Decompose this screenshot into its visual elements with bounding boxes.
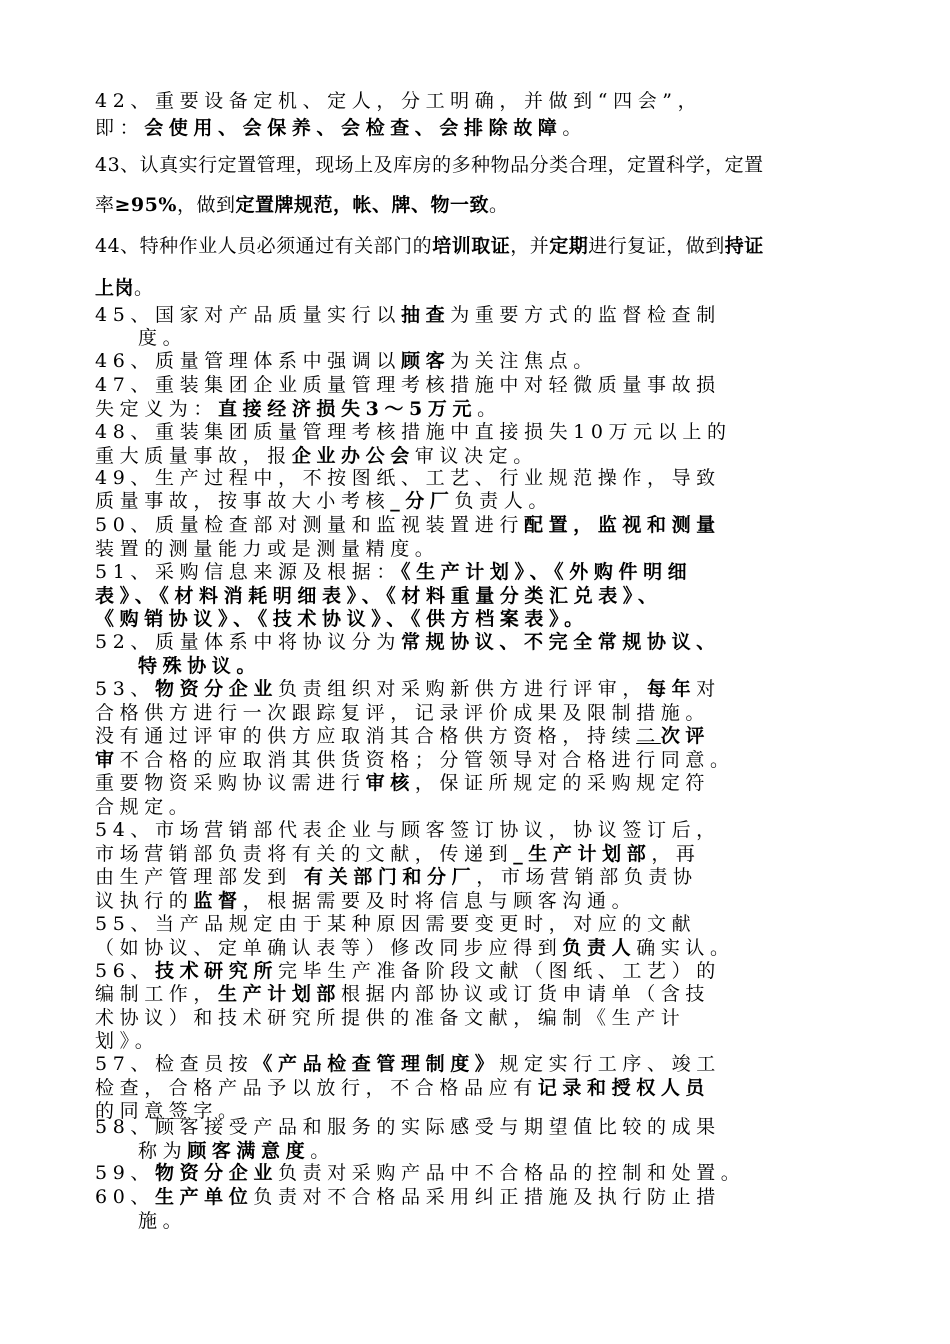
bold-text-run: _生产计划部 (513, 843, 652, 865)
text-line (95, 1009, 685, 1028)
text-run: 45、国家对产品质量实行以 (95, 304, 401, 326)
text-line (95, 469, 721, 488)
bold-text-run: 次评 (660, 725, 711, 747)
bold-text-run: 顾客 (400, 350, 451, 372)
bold-text-run: 生产单位 (154, 1186, 254, 1208)
text-line (95, 633, 721, 652)
text-line (95, 279, 154, 298)
text-line (95, 563, 692, 582)
bold-text-run: 特殊协议。 (138, 655, 262, 677)
bold-text-run: 有关部门和分厂 (291, 866, 477, 888)
bold-text-run: 记录和授权人员 (537, 1077, 711, 1099)
text-run: 负责组织对采购新供方进行评审， (278, 678, 648, 700)
text-run: 。 (477, 398, 502, 420)
bold-text-run: 持证 (724, 235, 764, 257)
bold-text-run: 负责人 (562, 937, 637, 959)
text-line (95, 237, 764, 256)
bold-text-run: 抽查 (400, 304, 451, 326)
text-run: 审议决定。 (414, 445, 538, 467)
text-run: 施。 (138, 1210, 188, 1232)
text-run: ，再 (651, 843, 701, 865)
text-run: 58、顾客接受产品和服务的实际感受与期望值比较的成果 (95, 1116, 721, 1138)
text-run: 49、生产过程中，不按图纸、工艺、行业规范操作，导致 (95, 467, 721, 489)
bold-text-run: 表》、《材料消耗明细表》、《材料重量分类汇兑表》、 (95, 585, 663, 607)
text-run: 57、检查员按 (95, 1053, 254, 1075)
text-line (95, 423, 732, 442)
text-line (95, 196, 508, 215)
text-run: 检查，合格产品予以放行，不合格品应有 (95, 1077, 538, 1099)
text-run: 52、质量体系中将协议分为 (95, 631, 401, 653)
text-line (95, 821, 721, 840)
text-run: 重大质量事故，报 (95, 445, 292, 467)
text-run: 度。 (138, 327, 188, 349)
text-line (95, 798, 193, 817)
text-run: 59、 (95, 1162, 155, 1184)
text-line (95, 1118, 721, 1137)
text-line (138, 1212, 187, 1231)
text-run: 55、当产品规定由于某种原因需要变更时，对应的文献 (95, 913, 697, 935)
text-run: 规定实行工序、竣工 (499, 1053, 721, 1075)
bold-text-run: 物资分企业 (154, 678, 278, 700)
text-run: 42、重要设备定机、定人，分工明确，并做到“四会”， (95, 90, 703, 112)
text-run: 编制工作， (95, 983, 219, 1005)
text-run: 56、 (95, 960, 155, 982)
bold-text-run: 《生产计划》、《外购件明细 (400, 561, 693, 583)
text-run: 。 (488, 194, 509, 216)
text-line (95, 156, 764, 175)
text-run: 54、市场营销部代表企业与顾客签订协议，协议签订后， (95, 819, 721, 841)
text-run: 47、重装集团企业质量管理考核措施中对轻微质量事故损 (95, 374, 721, 396)
bold-text-run: 常规协议、不完全常规协议、 (400, 631, 721, 653)
text-line (95, 492, 553, 511)
text-run: 负责对不合格品采用纠正措施及执行防止措 (253, 1186, 721, 1208)
text-run: 。 (134, 277, 154, 299)
text-line (95, 892, 636, 911)
text-run: 进行复证，做到 (588, 235, 725, 257)
text-line (95, 985, 710, 1004)
bold-text-run: 审核 (365, 772, 415, 794)
text-line (138, 1142, 335, 1161)
text-line (95, 680, 721, 699)
text-run: 率 (95, 194, 115, 216)
text-line (95, 540, 439, 559)
text-run: 由生产管理部发到 (95, 866, 292, 888)
text-run: 。 (562, 117, 588, 139)
text-line (95, 1188, 721, 1207)
text-run: 60、 (95, 1186, 155, 1208)
text-run: 即： (95, 117, 145, 139)
text-line (95, 587, 663, 606)
text-line (95, 376, 721, 395)
bold-text-run: 顾客满意度 (187, 1140, 311, 1162)
bold-text-run: 会使用、会保养、会检查、会排除故障 (144, 117, 563, 139)
text-line (95, 868, 698, 887)
text-run: 负责对采购产品中不合格品的控制和处置。 (278, 1162, 746, 1184)
bold-text-run: 审 (95, 749, 120, 771)
text-run: 负责人。 (454, 490, 553, 512)
text-run: 质量事故，按事故大小考核 (95, 490, 391, 512)
text-run: 完毕生产准备阶段文献（图纸、工艺）的 (278, 960, 721, 982)
bold-text-run: 配置，监视和测量 (523, 514, 721, 536)
text-line (95, 516, 721, 535)
text-run: 53、 (95, 678, 155, 700)
text-run: 划》。 (95, 1030, 160, 1052)
text-line (95, 727, 710, 746)
text-line (95, 704, 710, 723)
text-run: 二 (636, 725, 661, 747)
text-line (95, 774, 710, 793)
text-run: 装置的测量能力或是测量精度。 (95, 538, 440, 560)
text-line (95, 845, 701, 864)
text-line (95, 915, 696, 934)
bold-text-run: _分厂 (390, 490, 455, 512)
text-line (95, 119, 587, 138)
text-line (95, 306, 721, 325)
bold-text-run: 企业办公会 (291, 445, 415, 467)
bold-text-run: 直接经济损失3～5万元 (218, 398, 478, 420)
text-line (95, 939, 735, 958)
text-line (95, 962, 721, 981)
text-run: ，并 (510, 235, 550, 257)
text-line (95, 610, 589, 629)
text-run: 44、特种作业人员必须通过有关部门的 (95, 235, 433, 257)
text-run: 对 (696, 678, 721, 700)
text-line (95, 751, 735, 770)
bold-text-run: 物资分企业 (154, 1162, 278, 1184)
text-run: 46、质量管理体系中强调以 (95, 350, 401, 372)
text-run: 为关注焦点。 (450, 350, 598, 372)
text-run: 没有通过评审的供方应取消其合格供方资格，持续 (95, 725, 637, 747)
text-run: 议执行的 (95, 890, 194, 912)
text-line (95, 400, 502, 419)
bold-text-run: 每年 (647, 678, 697, 700)
text-run: 。 (310, 1140, 335, 1162)
text-run: （如协议、定单确认表等）修改同步应得到 (95, 937, 563, 959)
text-run: 为重要方式的监督检查制 (450, 304, 721, 326)
text-run: 43、认真实行定置管理，现场上及库房的多种物品分类合理，定置科学，定置 (95, 154, 764, 176)
text-line (95, 1079, 710, 1098)
text-line (95, 1164, 745, 1183)
text-run: 合规定。 (95, 796, 194, 818)
bold-text-run: 技术研究所 (154, 960, 278, 982)
text-line (95, 92, 702, 111)
text-run: 48、重装集团质量管理考核措施中直接损失10万元以上的 (95, 421, 732, 443)
text-run: ，市场营销部负责协 (476, 866, 698, 888)
text-run: 称为 (138, 1140, 188, 1162)
text-run: 合格供方进行一次跟踪复评，记录评价成果及限制措施。 (95, 702, 711, 724)
text-line (138, 329, 187, 348)
text-run: 确实认。 (636, 937, 735, 959)
bold-text-run: 《产品检查管理制度》 (253, 1053, 500, 1075)
text-run: 重要物资采购协议需进行 (95, 772, 366, 794)
text-run: 的同意签字。 (95, 1100, 243, 1122)
text-line (95, 1032, 159, 1051)
text-run: 50、质量检查部对测量和监视装置进行 (95, 514, 524, 536)
bold-text-run: 生产计划部 (218, 983, 342, 1005)
text-run: 根据内部协议或订货申请单（含技 (341, 983, 711, 1005)
text-run: 不合格的应取消其供货资格；分管领导对合格进行同意。 (119, 749, 735, 771)
bold-text-run: 培训取证 (432, 235, 511, 257)
text-line (95, 1055, 721, 1074)
bold-text-run: ≥95% (114, 194, 177, 216)
bold-text-run: 监督 (193, 890, 243, 912)
text-run: ，保证所规定的采购规定符 (414, 772, 711, 794)
bold-text-run: 上岗 (95, 277, 135, 299)
bold-text-run: 定置牌规范，帐、牌、物一致 (235, 194, 489, 216)
bold-text-run: 《购销协议》、《技术协议》、《供方档案表》。 (95, 608, 589, 630)
text-run: 术协议）和技术研究所提供的准备文献，编制《生产计 (95, 1007, 686, 1029)
bold-text-run: 定期 (549, 235, 589, 257)
text-run: ，根据需要及时将信息与顾客沟通。 (242, 890, 637, 912)
text-run: 51、采购信息来源及根据： (95, 561, 401, 583)
text-line (95, 447, 538, 466)
text-line (95, 352, 598, 371)
text-run: 市场营销部负责将有关的文献，传递到 (95, 843, 514, 865)
text-run: ，做到 (176, 194, 236, 216)
text-line (138, 657, 261, 676)
text-run: 失定义为： (95, 398, 219, 420)
